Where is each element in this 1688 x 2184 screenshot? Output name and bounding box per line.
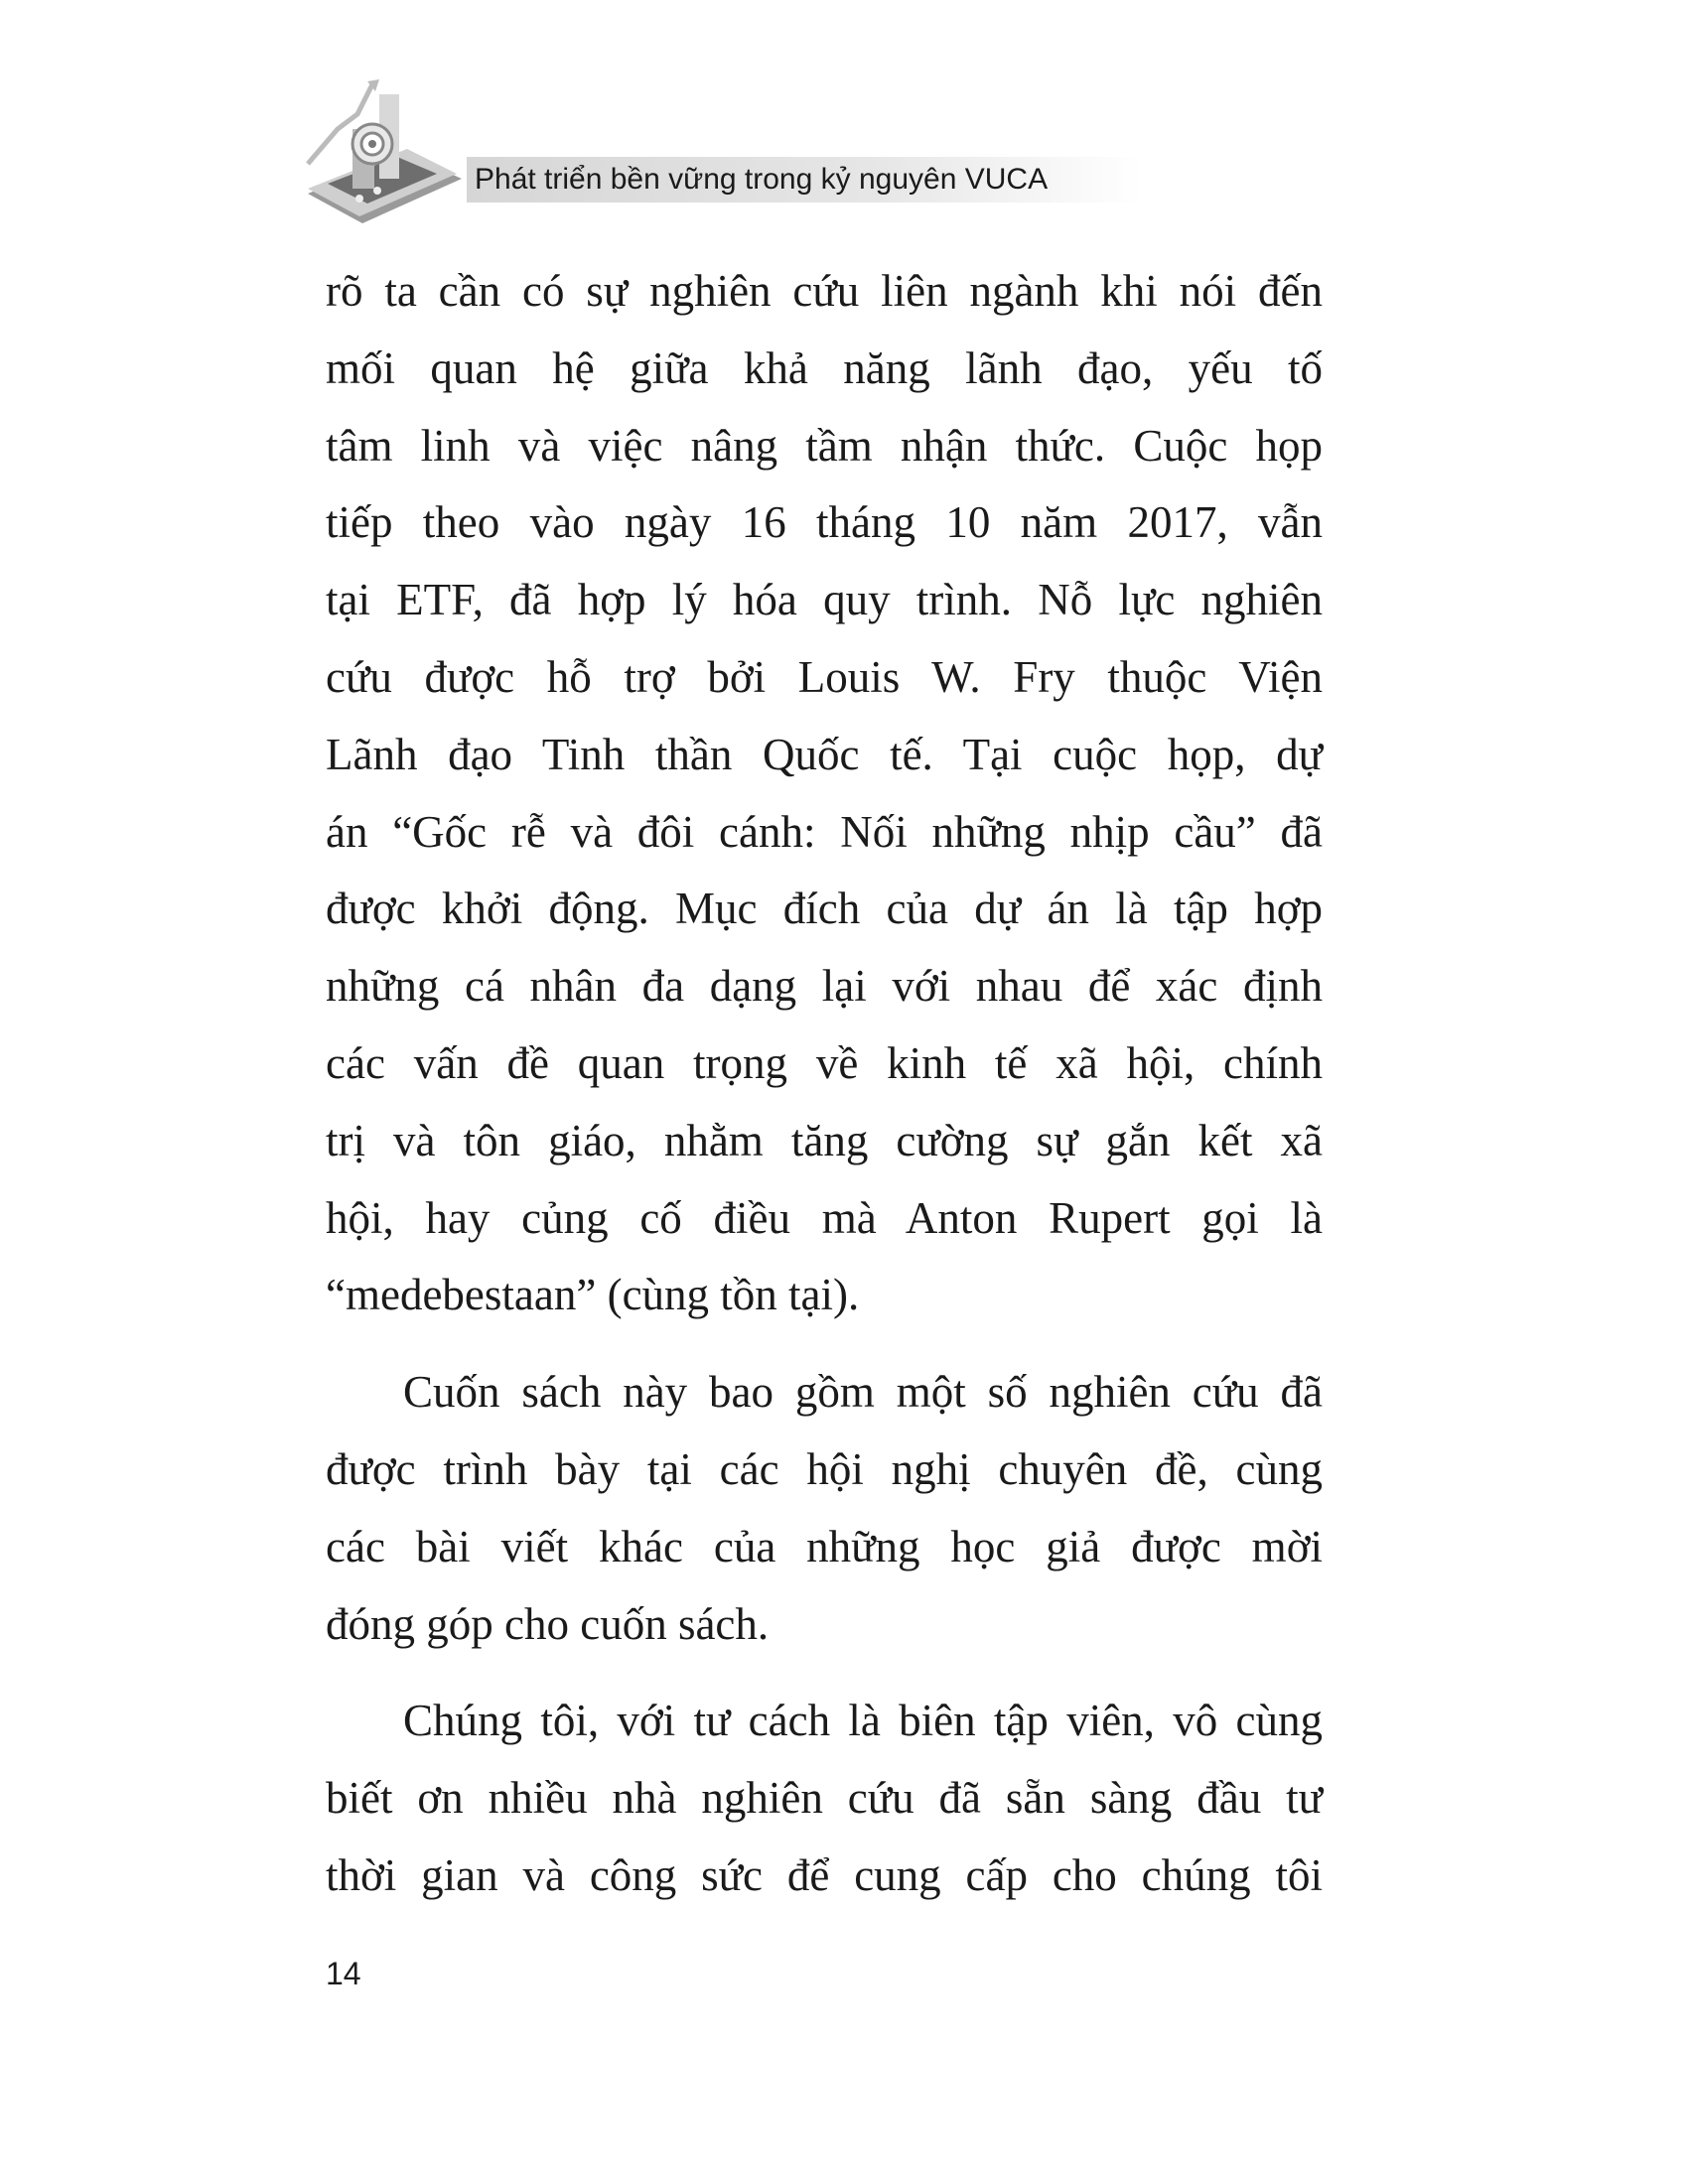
text-line: rõ ta cần có sự nghiên cứu liên ngành khi nói đến [326,266,1323,316]
paragraph-3 [326,1683,1323,1914]
text-line: Chúng tôi, với tư cách là biên tập viên, vô cùng [403,1696,1323,1746]
text-line: tâm linh và việc nâng tầm nhận thức. Cuộc họp [326,420,1323,471]
text-line: trị và tôn giáo, nhằm tăng cường sự gắn kết xã [326,1115,1323,1165]
text-line: “medebestaan” (cùng tồn tại). [326,1270,860,1320]
text-line: cứu được hỗ trợ bởi Louis W. Fry thuộc Viện [326,651,1323,702]
body-text [326,253,1323,1935]
text-line: án “Gốc rễ và đôi cánh: Nối những nhịp cầu” đã [326,806,1323,857]
text-line: tiếp theo vào ngày 16 tháng 10 năm 2017, vẫn [326,497,1323,548]
text-line: thời gian và công sức để cung cấp cho chúng tôi [326,1849,1323,1900]
text-line: Cuốn sách này bao gồm một số nghiên cứu đã [403,1367,1323,1418]
text-line: Lãnh đạo Tinh thần Quốc tế. Tại cuộc họp, dự [326,729,1323,779]
text-line: hội, hay củng cố điều mà Anton Rupert gọi là [326,1192,1323,1243]
text-line: biết ơn nhiều nhà nghiên cứu đã sẵn sàng đầu tư [326,1773,1323,1824]
text-line: đóng góp cho cuốn sách. [326,1598,770,1649]
text-line: mối quan hệ giữa khả năng lãnh đạo, yếu tố [326,342,1323,393]
text-line: được trình bày tại các hội nghị chuyên đề, cùng [326,1443,1323,1494]
running-header-title: Phát triển bền vững trong kỷ nguyên VUCA [475,163,1049,196]
page-number: 14 [326,1956,361,1991]
paragraph-1 [326,253,1323,1334]
text-line: các bài viết khác của những học giả được mời [326,1521,1323,1571]
text-line: những cá nhân đa dạng lại với nhau để xác định [326,961,1323,1012]
text-line: tại ETF, đã hợp lý hóa quy trình. Nỗ lực nghiên [326,575,1323,625]
vuca-logo-icon [298,60,467,228]
paragraph-2 [326,1354,1323,1663]
text-line: được khởi động. Mục đích của dự án là tập hợp [326,884,1323,934]
text-line: các vấn đề quan trọng về kinh tế xã hội, chính [326,1037,1323,1088]
